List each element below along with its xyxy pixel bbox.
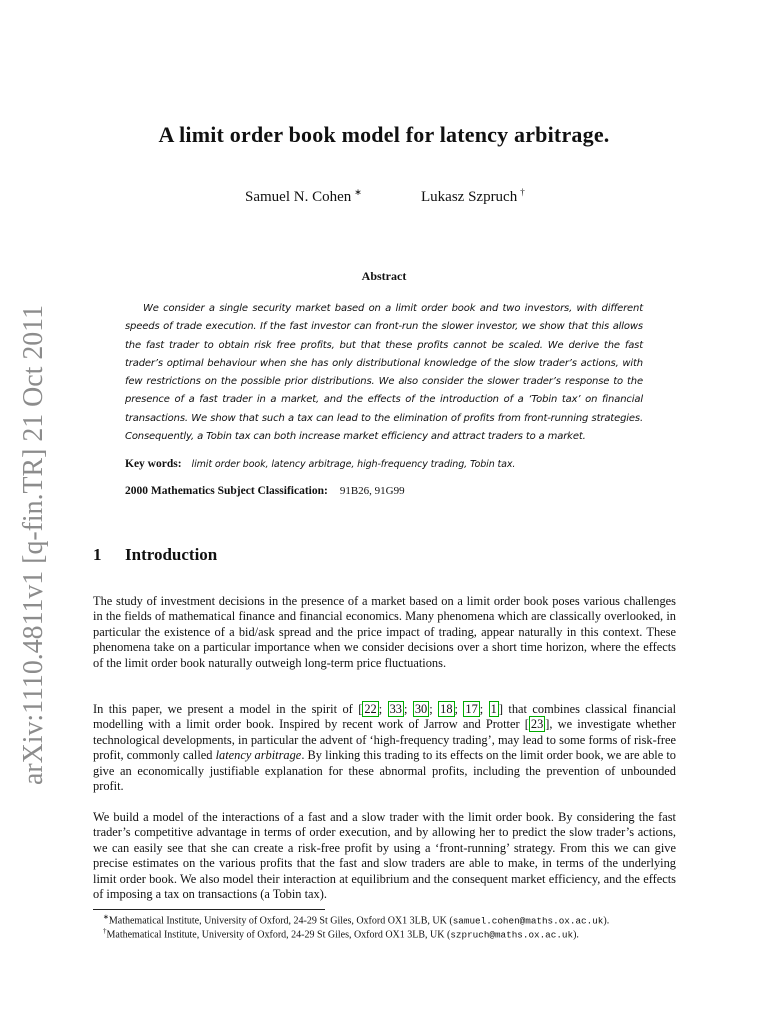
text-run: In this paper, we present a model in the spirit of [ [93, 702, 363, 716]
section-heading [93, 545, 217, 565]
footnote-2 [103, 925, 703, 942]
text-run: ], we investigate whether technological developments, in particular the advent of ‘high-frequency trading’, may lead to some forms of risk-free profit, commonly called [93, 717, 676, 763]
citation-link[interactable]: 1 [490, 702, 497, 716]
citation-group: 22 ; 33 ; 30 ; 18 ; 17 ; 1 [364, 702, 497, 716]
abstract-text: We consider a single security market based on a limit order book and two investors, with different speeds of trade execution. If the fast investor can front-run the slower investor, we show that this allows the fast trader to obtain risk free profits, but that these profits cannot be scaled. We derive the fast trader’s optimal behaviour when she has only distributional knowledge of the slow trader’s actions, with few restrictions on the possible prior distributions. We also consider the slower trader’s response to the presence of a fast trader in a market, and the effects of the introduction of a ‘Tobin tax’ on financial transactions. We show that such a tax can lead to the elimination of profits from front-running strategies. Consequently, a Tobin tax can both increase market efficiency and attract traders to a market. [125, 303, 643, 443]
citation-link[interactable]: 23 [530, 717, 544, 732]
abstract-heading: Abstract [361, 269, 407, 283]
arxiv-stamp [0, 300, 60, 790]
citation-link[interactable]: 33 [389, 702, 402, 716]
intro-paragraph-1: The study of investment decisions in the presence of a market based on a limit order book poses various challenges in the fields of mathematical finance and financial economics. Many phenomena which are classically overlooked, in particular the existence of a bid/ask spread and the price impact of trading, appear naturally in this context. These phenomena take on a particular importance when we consider decisions over a short time horizon, where the effects of the limit order book naturally outweigh long-term price fluctuations. [93, 594, 676, 670]
section-number: 1 [93, 545, 102, 564]
author-name: Lukasz Szpruch [421, 189, 518, 205]
keywords-label: Key words: [125, 458, 182, 470]
intro-paragraph-3: We build a model of the interactions of a fast and a slow trader with the limit order book. By considering the fast trader’s competitive advantage in terms of order execution, and by allowing her to predict the slow trader’s actions, we can easily see that she can create a risk-free profit by using a ‘front-running’ strategy. From this we can give precise estimates on the various profits that the fast and slow traders are able to make, in terms of the underlying limit order book. We also model their interaction at equilibrium and the consequent market efficiency, and the effects of imposing a tax on transactions (a Tobin tax). [93, 810, 676, 902]
author-footnote-mark[interactable]: ∗ [354, 187, 362, 197]
citation-link[interactable]: 17 [465, 702, 478, 716]
paper-title: A limit order book model for latency arbitrage. [158, 122, 610, 147]
footnote-text: Mathematical Institute, University of Oxford, 24-29 St Giles, Oxford OX1 3LB, UK ( [106, 929, 451, 941]
footnote-text: ). [603, 915, 610, 927]
author-cohen [245, 187, 362, 206]
citation-link[interactable]: 30 [414, 702, 428, 716]
footnote-rule [93, 909, 325, 910]
author-footnote-mark[interactable]: † [520, 187, 525, 197]
author-list [0, 187, 768, 207]
footnote-mark: † [103, 927, 107, 935]
footnote-text: Mathematical Institute, University of Oxford, 24-29 St Giles, Oxford OX1 3LB, UK ( [108, 915, 453, 927]
footnote-mark: ∗ [103, 913, 109, 921]
emphasis-term: latency arbitrage [215, 748, 302, 763]
citation-link[interactable]: 18 [440, 702, 453, 716]
msc-value: 91B26, 91G99 [339, 485, 405, 497]
email-link[interactable]: szpruch@maths.ox.ac.uk [450, 929, 574, 941]
msc-label: 2000 Mathematics Subject Classification: [125, 485, 328, 497]
intro-paragraph-2 [93, 702, 676, 794]
author-name: Samuel N. Cohen [245, 189, 352, 205]
arxiv-stamp-text: arXiv:1110.4811v1 [q-fin.TR] 21 Oct 2011 [18, 302, 49, 785]
text-run: . By linking this trading to its effects on the limit order book, we are able to give an economically justifiable explanation for these abnormal profits, including the prevention of unbounded profit. [93, 748, 676, 794]
citation-link[interactable]: 22 [364, 702, 377, 716]
footnote-text: ). [573, 929, 579, 941]
msc-classification [125, 485, 685, 497]
keywords-value: limit order book, latency arbitrage, high-frequency trading, Tobin tax. [191, 459, 516, 470]
section-title: Introduction [125, 545, 218, 564]
email-link[interactable]: samuel.cohen@maths.ox.ac.uk [452, 915, 604, 927]
keywords [125, 458, 685, 470]
author-szpruch [421, 187, 525, 206]
text-run: ] that combines classical financial modelling with a limit order book. Inspired by recent work of Jarrow and Protter [ [93, 702, 677, 732]
